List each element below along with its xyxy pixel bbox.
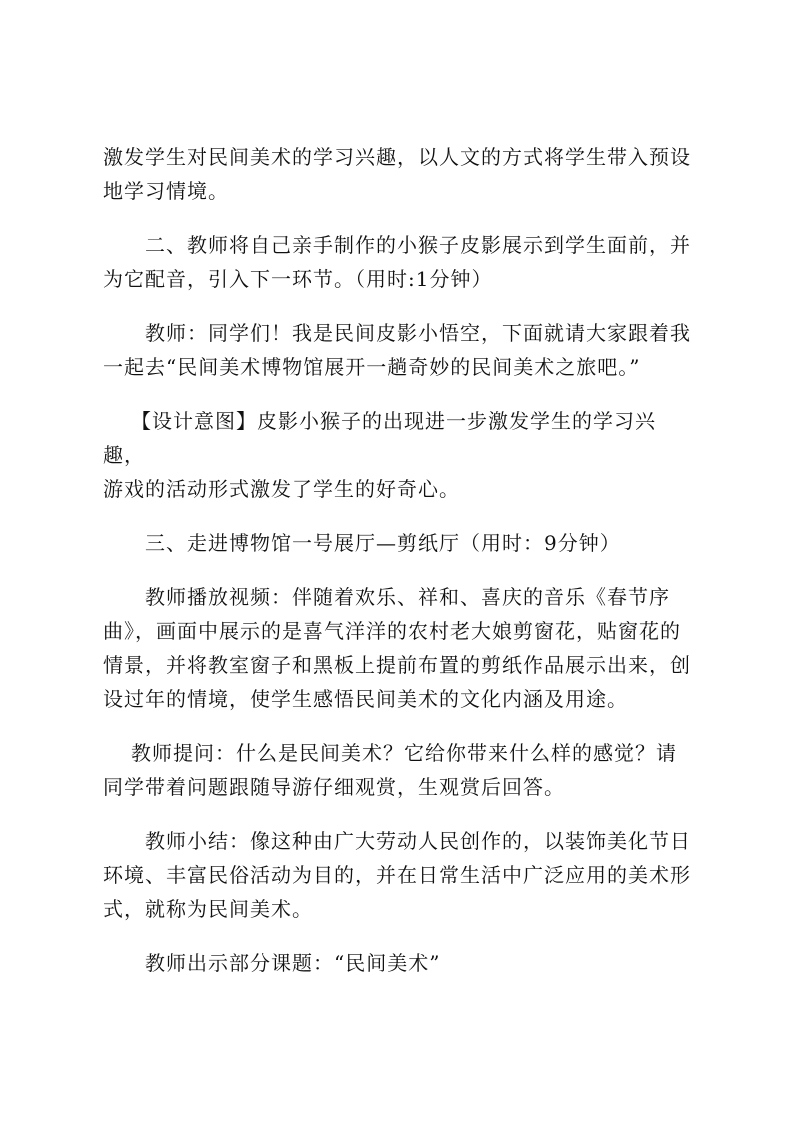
text-line: 式，就称为民间美术。 [103,897,313,921]
paragraph-design-intent [103,404,695,506]
paragraph-teacher-summary [103,824,695,926]
text-line: 三、走进博物馆一号展厅—剪纸厅（用时：9分钟） [145,531,621,555]
text-line: 同学带着问题跟随导游仔细观赏，生观赏后回答。 [103,775,565,799]
text-line: 一起去“民间美术博物馆展开一趟奇妙的民间美术之旅吧。” [103,355,641,379]
text-line: 教师提问：什么是民间美术？它给你带来什么样的感觉？请 [131,741,677,765]
text-line: 教师小结：像这种由广大劳动人民创作的，以装饰美化节日 [145,829,691,853]
paragraph-video-description [103,580,695,716]
text-line: 为它配音，引入下一环节。（用时:1分钟） [103,267,493,291]
text-line: 设过年的情境，使学生感悟民间美术的文化内涵及用途。 [103,687,628,711]
paragraph-section-two [103,228,695,296]
text-line: 二、教师将自己亲手制作的小猴子皮影展示到学生面前，并 [145,233,691,257]
paragraph-intro-continuation [103,140,695,208]
paragraph-teacher-dialogue [103,316,695,384]
document-body [103,140,695,1000]
text-line: 地学习情境。 [103,179,229,203]
text-line: 游戏的活动形式激发了学生的好奇心。 [103,477,460,501]
text-line: 环境、丰富民俗活动为目的，并在日常生活中广泛应用的美术形 [103,863,691,887]
text-line: 教师播放视频：伴随着欢乐、祥和、喜庆的音乐《春节序 [145,585,670,609]
text-line: 【设计意图】皮影小猴子的出现进一步激发学生的学习兴趣， [103,409,656,467]
paragraph-section-three-heading [103,526,695,560]
text-line: 激发学生对民间美术的学习兴趣，以人文的方式将学生带入预设 [103,145,691,169]
text-line: 教师出示部分课题：“民间美术” [145,951,441,975]
text-line: 曲》，画面中展示的是喜气洋洋的农村老大娘剪窗花，贴窗花的 [103,619,681,643]
text-line: 教师：同学们！我是民间皮影小悟空，下面就请大家跟着我 [145,321,691,345]
paragraph-teacher-question [103,736,695,804]
paragraph-lesson-title [103,946,695,980]
text-line: 情景，并将教室窗子和黑板上提前布置的剪纸作品展示出来，创 [103,653,691,677]
